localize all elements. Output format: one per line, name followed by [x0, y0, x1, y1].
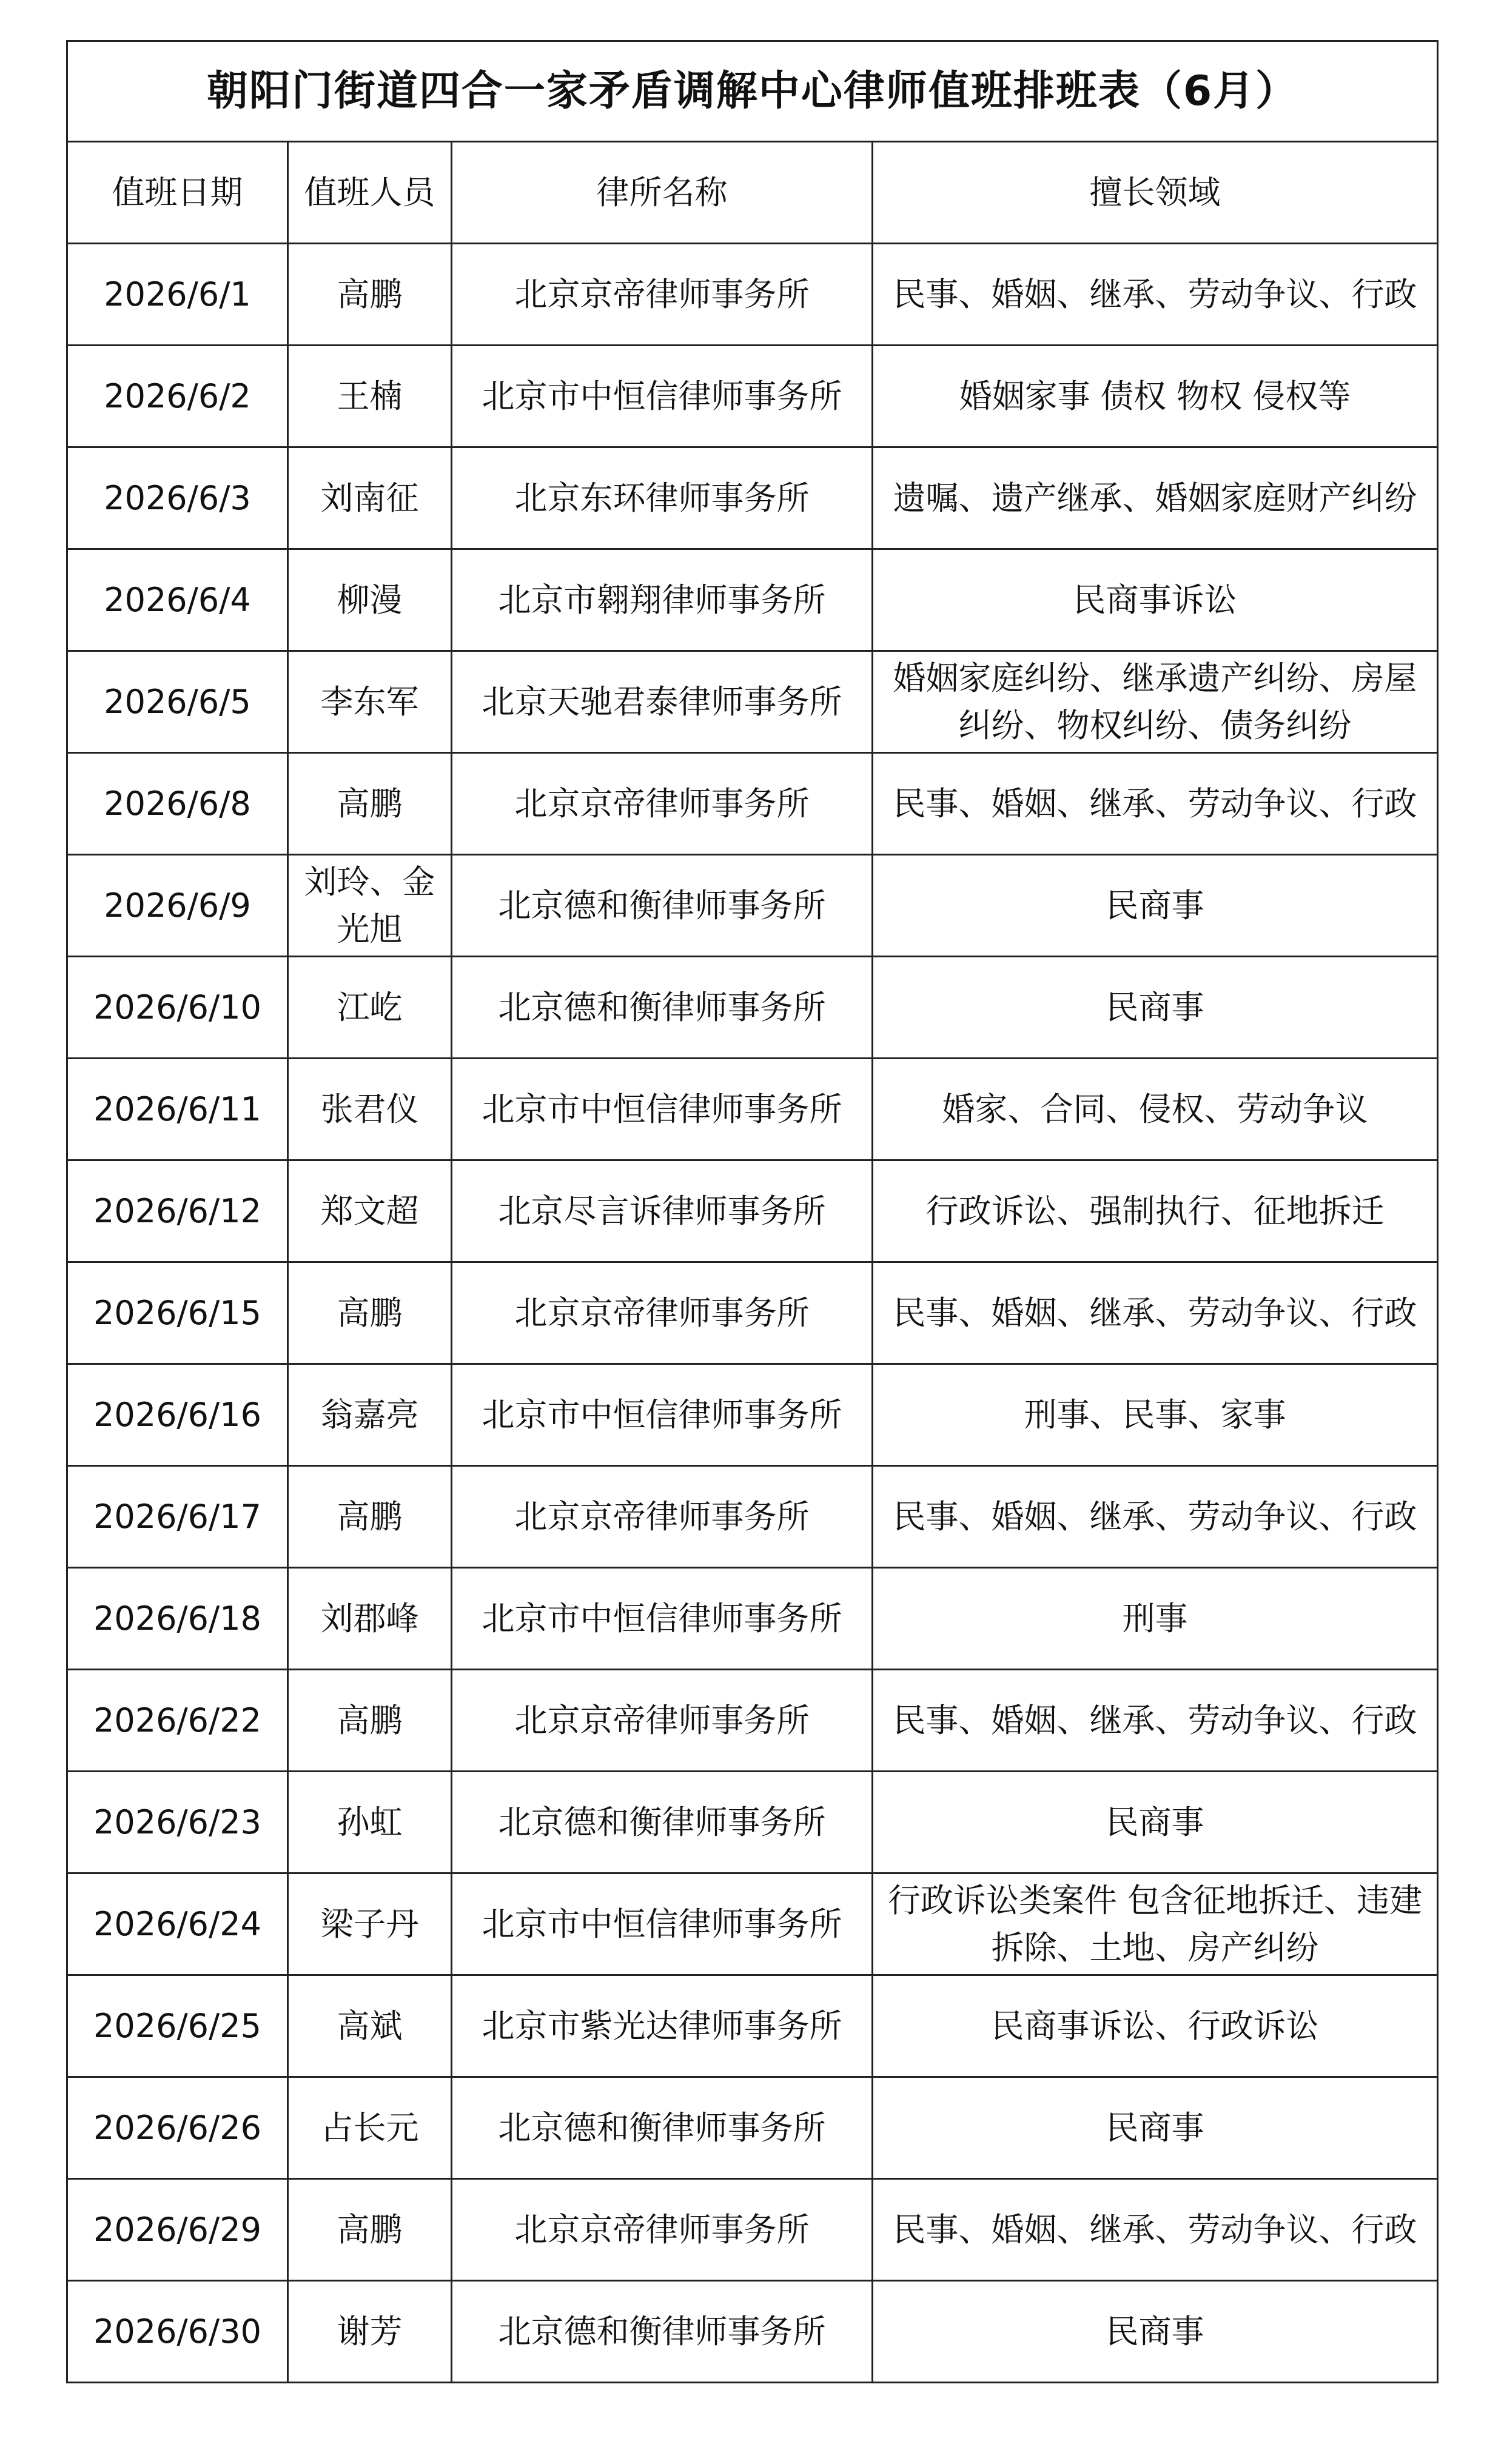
table-row	[67, 1568, 1438, 1670]
table-row	[67, 1873, 1438, 1975]
table-row	[67, 957, 1438, 1059]
cell-specialty: 民事、婚姻、继承、劳动争议、行政	[873, 2179, 1438, 2281]
cell-person: 刘玲、金光旭	[288, 855, 452, 957]
cell-specialty: 民事、婚姻、继承、劳动争议、行政	[873, 244, 1438, 346]
cell-firm: 北京市中恒信律师事务所	[452, 1364, 873, 1466]
cell-person: 李东军	[288, 651, 452, 753]
table-row	[67, 2179, 1438, 2281]
cell-firm: 北京天驰君泰律师事务所	[452, 651, 873, 753]
cell-specialty: 民商事诉讼	[873, 549, 1438, 651]
cell-specialty: 民事、婚姻、继承、劳动争议、行政	[873, 1262, 1438, 1364]
table-row	[67, 1772, 1438, 1873]
cell-date: 2026/6/2	[67, 346, 288, 447]
table-row	[67, 855, 1438, 957]
cell-date: 2026/6/30	[67, 2281, 288, 2383]
cell-firm: 北京市中恒信律师事务所	[452, 1873, 873, 1975]
cell-person: 高斌	[288, 1975, 452, 2077]
cell-person: 刘南征	[288, 447, 452, 549]
table-row	[67, 1466, 1438, 1568]
cell-firm: 北京市中恒信律师事务所	[452, 1059, 873, 1160]
table-row	[67, 753, 1438, 855]
cell-specialty: 婚姻家事 债权 物权 侵权等	[873, 346, 1438, 447]
cell-specialty: 刑事	[873, 1568, 1438, 1670]
table-row	[67, 1670, 1438, 1772]
cell-firm: 北京京帝律师事务所	[452, 2179, 873, 2281]
table-row	[67, 346, 1438, 447]
cell-specialty: 民商事	[873, 2077, 1438, 2179]
cell-firm: 北京德和衡律师事务所	[452, 2281, 873, 2383]
cell-firm: 北京京帝律师事务所	[452, 1670, 873, 1772]
page-title: 朝阳门街道四合一家矛盾调解中心律师值班排班表（6月）	[67, 41, 1438, 142]
cell-person: 占长元	[288, 2077, 452, 2179]
cell-person: 翁嘉亮	[288, 1364, 452, 1466]
cell-firm: 北京市中恒信律师事务所	[452, 1568, 873, 1670]
cell-date: 2026/6/4	[67, 549, 288, 651]
cell-firm: 北京市紫光达律师事务所	[452, 1975, 873, 2077]
column-header-firm: 律所名称	[452, 142, 873, 244]
schedule-table	[66, 40, 1439, 2383]
cell-firm: 北京京帝律师事务所	[452, 1466, 873, 1568]
cell-person: 梁子丹	[288, 1873, 452, 1975]
cell-date: 2026/6/5	[67, 651, 288, 753]
cell-date: 2026/6/1	[67, 244, 288, 346]
cell-specialty: 民事、婚姻、继承、劳动争议、行政	[873, 753, 1438, 855]
cell-firm: 北京市中恒信律师事务所	[452, 346, 873, 447]
cell-person: 高鹏	[288, 2179, 452, 2281]
cell-firm: 北京德和衡律师事务所	[452, 957, 873, 1059]
cell-date: 2026/6/22	[67, 1670, 288, 1772]
header-row	[67, 142, 1438, 244]
cell-date: 2026/6/15	[67, 1262, 288, 1364]
cell-specialty: 刑事、民事、家事	[873, 1364, 1438, 1466]
cell-firm: 北京尽言诉律师事务所	[452, 1160, 873, 1262]
cell-firm: 北京德和衡律师事务所	[452, 2077, 873, 2179]
cell-date: 2026/6/11	[67, 1059, 288, 1160]
cell-specialty: 行政诉讼类案件 包含征地拆迁、违建拆除、土地、房产纠纷	[873, 1873, 1438, 1975]
cell-specialty: 婚姻家庭纠纷、继承遗产纠纷、房屋纠纷、物权纠纷、债务纠纷	[873, 651, 1438, 753]
cell-date: 2026/6/10	[67, 957, 288, 1059]
cell-person: 谢芳	[288, 2281, 452, 2383]
cell-person: 孙虹	[288, 1772, 452, 1873]
table-row	[67, 447, 1438, 549]
cell-firm: 北京德和衡律师事务所	[452, 855, 873, 957]
cell-firm: 北京京帝律师事务所	[452, 244, 873, 346]
table-row	[67, 244, 1438, 346]
table-row	[67, 651, 1438, 753]
cell-person: 柳漫	[288, 549, 452, 651]
cell-date: 2026/6/29	[67, 2179, 288, 2281]
cell-firm: 北京京帝律师事务所	[452, 753, 873, 855]
table-row	[67, 1262, 1438, 1364]
column-header-date: 值班日期	[67, 142, 288, 244]
cell-date: 2026/6/17	[67, 1466, 288, 1568]
table-row	[67, 1059, 1438, 1160]
table-row	[67, 2281, 1438, 2383]
column-header-person: 值班人员	[288, 142, 452, 244]
table-row	[67, 2077, 1438, 2179]
cell-person: 高鹏	[288, 1262, 452, 1364]
cell-firm: 北京京帝律师事务所	[452, 1262, 873, 1364]
schedule-body	[67, 244, 1438, 2383]
cell-date: 2026/6/18	[67, 1568, 288, 1670]
table-row	[67, 1160, 1438, 1262]
cell-date: 2026/6/16	[67, 1364, 288, 1466]
cell-person: 王楠	[288, 346, 452, 447]
cell-date: 2026/6/12	[67, 1160, 288, 1262]
cell-person: 刘郡峰	[288, 1568, 452, 1670]
cell-person: 郑文超	[288, 1160, 452, 1262]
cell-specialty: 民商事	[873, 2281, 1438, 2383]
cell-specialty: 民商事	[873, 1772, 1438, 1873]
table-row	[67, 549, 1438, 651]
cell-date: 2026/6/3	[67, 447, 288, 549]
cell-specialty: 民商事	[873, 855, 1438, 957]
cell-date: 2026/6/23	[67, 1772, 288, 1873]
cell-person: 高鹏	[288, 1466, 452, 1568]
cell-specialty: 婚家、合同、侵权、劳动争议	[873, 1059, 1438, 1160]
cell-date: 2026/6/24	[67, 1873, 288, 1975]
cell-person: 高鹏	[288, 753, 452, 855]
cell-specialty: 民事、婚姻、继承、劳动争议、行政	[873, 1670, 1438, 1772]
cell-person: 江屹	[288, 957, 452, 1059]
schedule-sheet	[66, 40, 1437, 2383]
table-row	[67, 1975, 1438, 2077]
cell-firm: 北京市翱翔律师事务所	[452, 549, 873, 651]
column-header-specialty: 擅长领域	[873, 142, 1438, 244]
cell-person: 高鹏	[288, 1670, 452, 1772]
cell-specialty: 民商事诉讼、行政诉讼	[873, 1975, 1438, 2077]
cell-specialty: 遗嘱、遗产继承、婚姻家庭财产纠纷	[873, 447, 1438, 549]
cell-date: 2026/6/26	[67, 2077, 288, 2179]
cell-specialty: 民商事	[873, 957, 1438, 1059]
table-row	[67, 1364, 1438, 1466]
cell-specialty: 民事、婚姻、继承、劳动争议、行政	[873, 1466, 1438, 1568]
cell-firm: 北京东环律师事务所	[452, 447, 873, 549]
cell-person: 张君仪	[288, 1059, 452, 1160]
cell-firm: 北京德和衡律师事务所	[452, 1772, 873, 1873]
cell-specialty: 行政诉讼、强制执行、征地拆迁	[873, 1160, 1438, 1262]
cell-date: 2026/6/25	[67, 1975, 288, 2077]
cell-date: 2026/6/8	[67, 753, 288, 855]
cell-person: 高鹏	[288, 244, 452, 346]
title-row	[67, 41, 1438, 142]
cell-date: 2026/6/9	[67, 855, 288, 957]
